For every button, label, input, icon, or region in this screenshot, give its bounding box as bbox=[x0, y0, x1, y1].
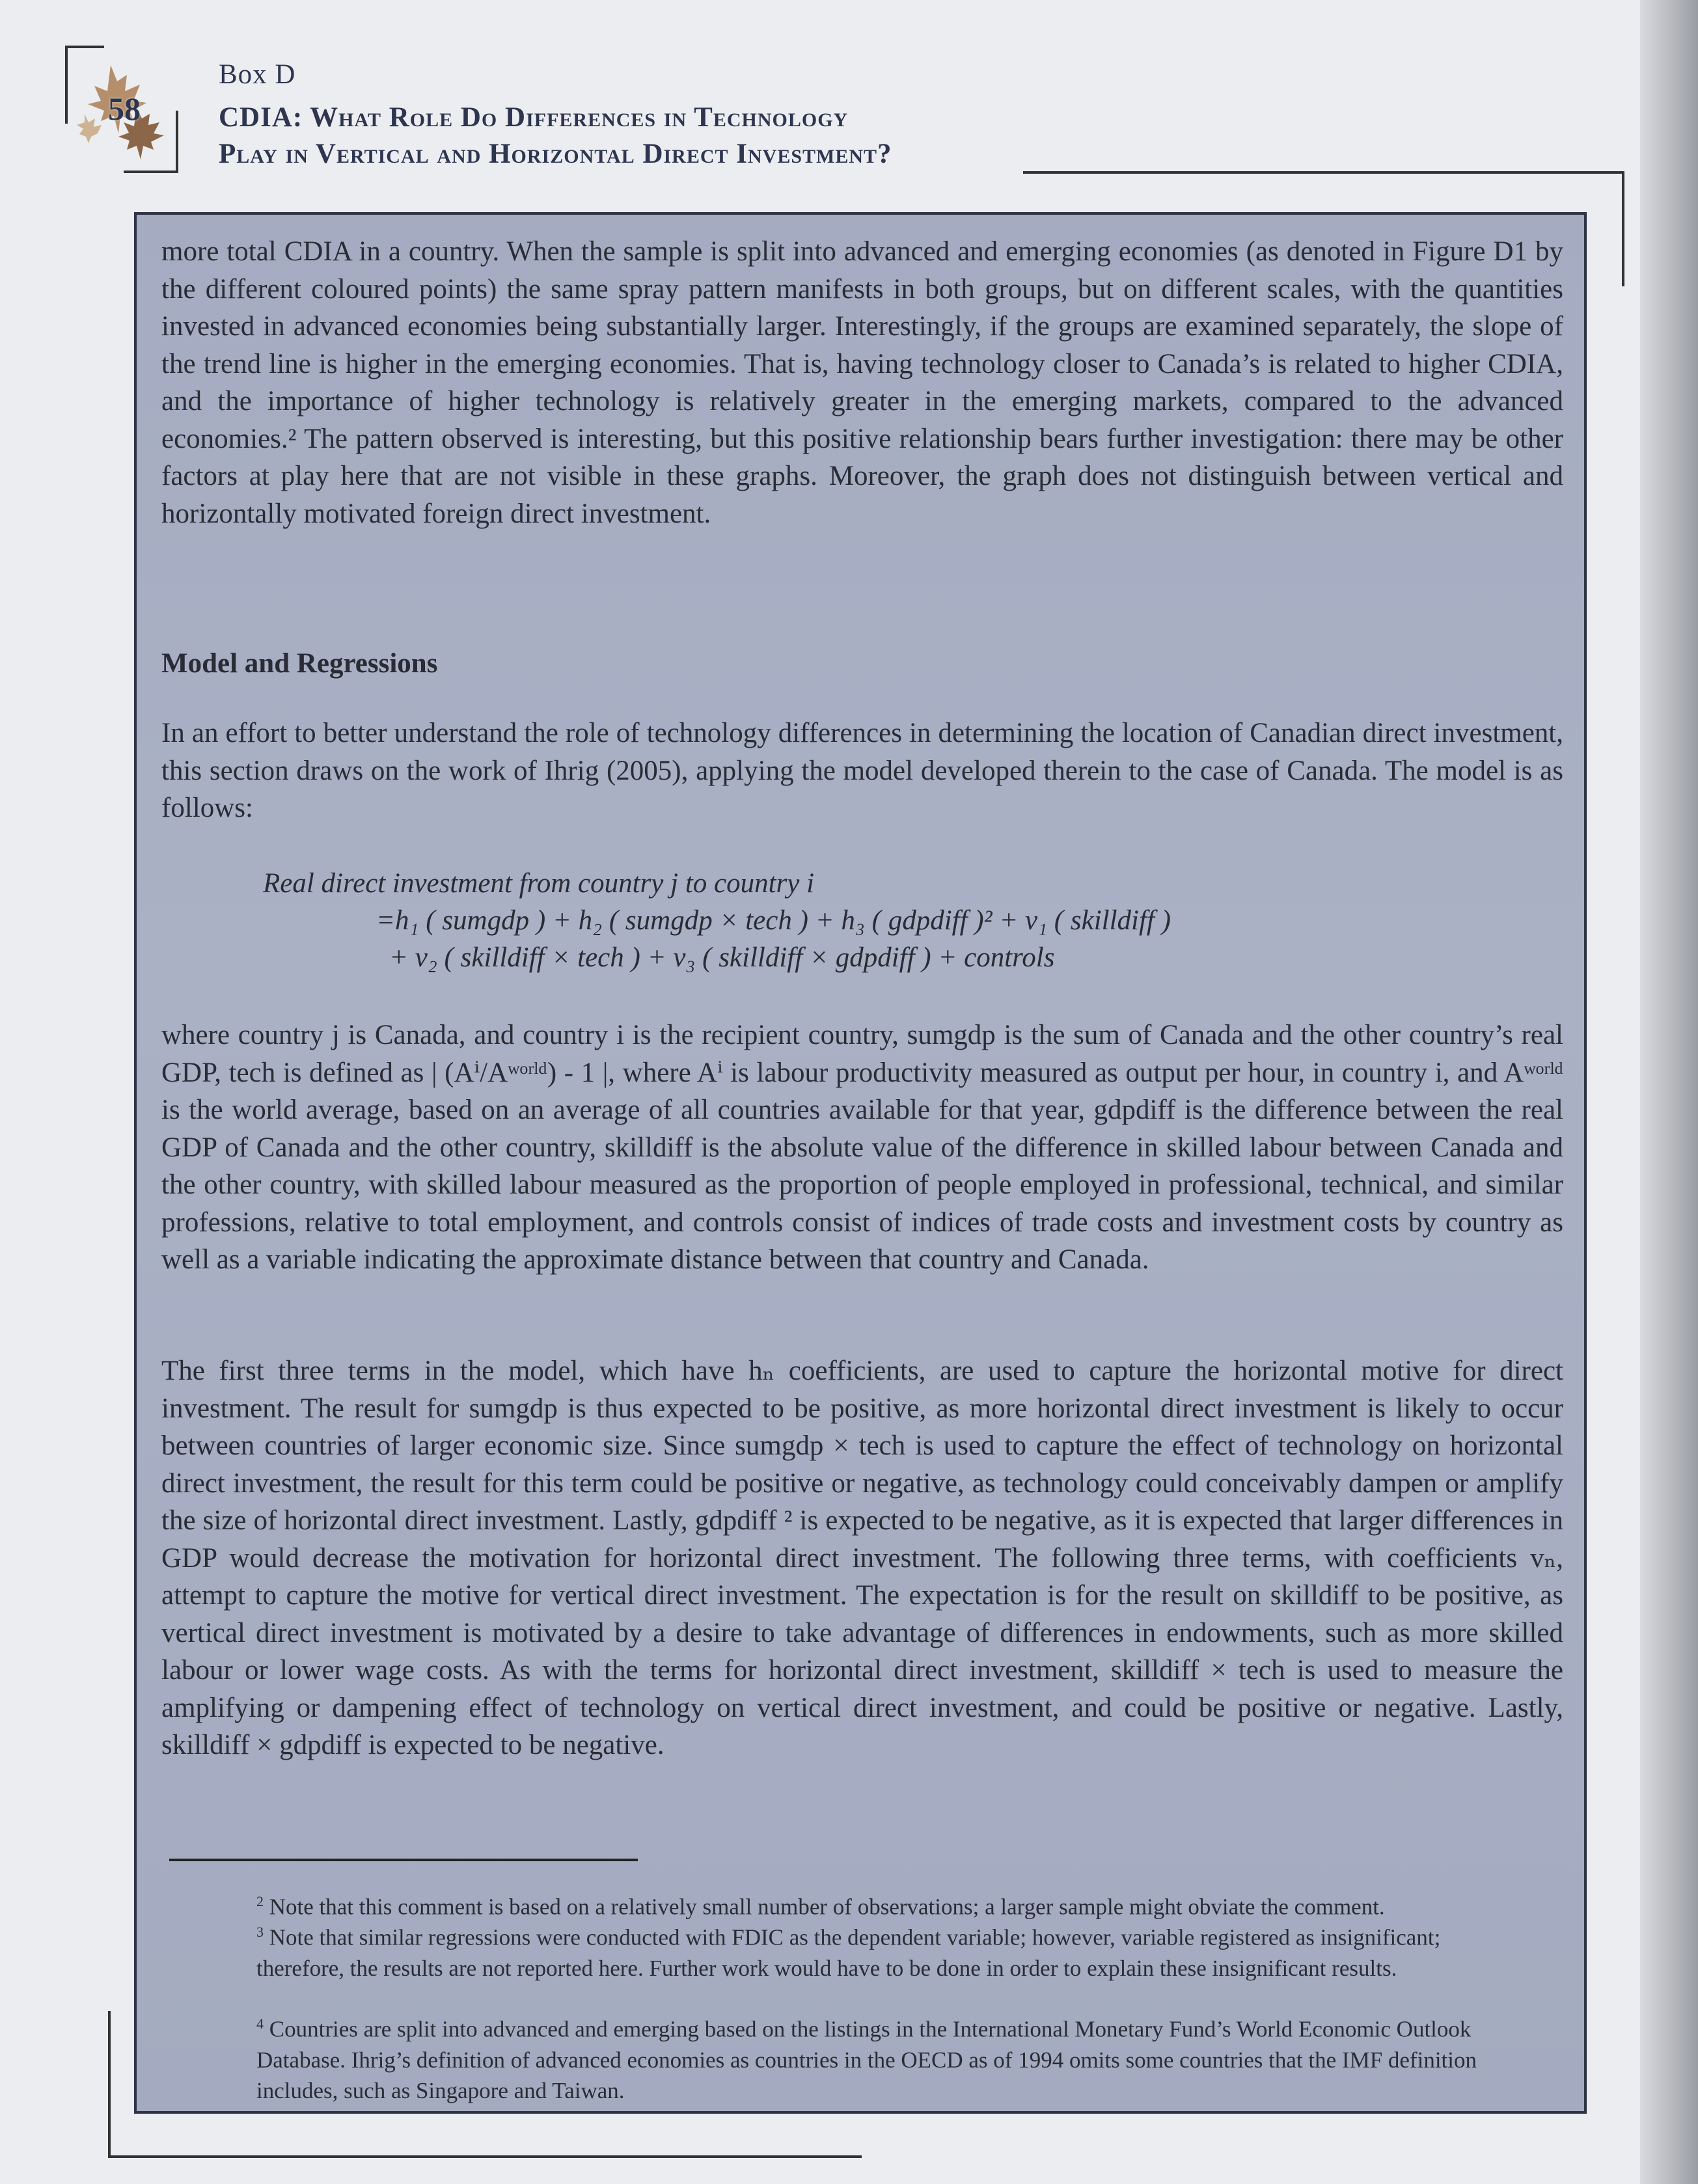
footnote-2-text: Note that this comment is based on a relatively small number of observations; a larger sample might obviate the comment. bbox=[269, 1894, 1385, 1920]
box-title-line1: CDIA: What Role Do Differences in Technology bbox=[219, 102, 849, 133]
footnote-3-text: Note that similar regressions were conducted with FDIC as the dependent variable; however, variable registered as insignificant; therefore, the results are not reported here. Further work would have to be done in order to explain these insignificant results. bbox=[256, 1924, 1441, 1981]
section-heading: Model and Regressions bbox=[161, 648, 438, 679]
paragraph-definitions: where country j is Canada, and country i is the recipient country, sumgdp is the sum of Canada and the other country’s real GDP, tech is defined as | (Aⁱ/Aʷᵒʳˡᵈ) - 1 |, where Aⁱ is labour productivity measured as output per hour, in country i, and Aʷᵒʳˡᵈ is the world average, based on an average of all countries available for that year, gdpdiff is the difference between the real GDP of Canada and the other country, skilldiff is the absolute value of the difference in skilled labour between Canada and the other country, with skilled labour measured as the proportion of people employed in professional, technical, and similar professions, relative to total employment, and controls consist of indices of trade costs and investment costs by country as well as a variable indicating the approximate distance between that country and Canada. bbox=[161, 1020, 1563, 1275]
header-rule bbox=[1023, 171, 1624, 174]
page-edge-shadow bbox=[1640, 0, 1698, 2184]
paragraph-terms: The first three terms in the model, which have hₙ coefficients, are used to capture the horizontal motive for direct investment. The result for sumgdp is thus expected to be positive, as more horizontal direct investment is likely to occur between countries of larger economic size. Since sumgdp × tech is used to capture the effect of technology on horizontal direct investment, the result for this term could be positive or negative, as technology could conceivably dampen or amplify the size of horizontal direct investment. Lastly, gdpdiff ² is expected to be negative, as it is expected that larger differences in GDP would decrease the motivation for horizontal direct investment. The following three terms, with coefficients vₙ, attempt to capture the motive for vertical direct investment. The expectation is for the result on skilldiff to be positive, as vertical direct investment is motivated by a desire to take advantage of differences in endowments, such as more skilled labour or lower wage costs. As with the terms for horizontal direct investment, skilldiff × tech is used to measure the amplifying or dampening effect of technology on vertical direct investment, and could be positive or negative. Lastly, skilldiff × gdpdiff is expected to be negative. bbox=[161, 1356, 1563, 1760]
paragraph-model-intro: In an effort to better understand the role of technology differences in determining the location of Canadian direct investment, this section draws on the work of Ihrig (2005), applying the model developed therein to the case of Canada. The model is as follows: bbox=[161, 718, 1563, 823]
footnote-4-number: 4 bbox=[256, 2015, 264, 2032]
footer-rule-vertical bbox=[108, 2011, 111, 2158]
box-title-line2: Play in Vertical and Horizontal Direct Investment? bbox=[219, 139, 892, 169]
equation-line2: =h₁ ( sumgdp ) + h₂ ( sumgdp × tech ) + h₃ ( gdpdiff )² + v₁ ( skilldiff ) bbox=[376, 905, 1171, 936]
footnote-2-number: 2 bbox=[256, 1893, 264, 1909]
footnote-3-number: 3 bbox=[256, 1924, 264, 1940]
footnote-4 bbox=[256, 2008, 1532, 2106]
page-number: 58 bbox=[108, 90, 141, 127]
header-frame-bottom bbox=[124, 171, 178, 173]
box-label: Box D bbox=[219, 59, 296, 90]
equation-line3: + v₂ ( skilldiff × tech ) + v₃ ( skilldiff × gdpdiff ) + controls bbox=[389, 942, 1055, 973]
header-rule-vertical bbox=[1622, 171, 1624, 286]
equation-line1: Real direct investment from country j to country i bbox=[263, 868, 815, 899]
footer-rule bbox=[108, 2155, 862, 2158]
box-title bbox=[219, 100, 892, 172]
footnote-3 bbox=[256, 1917, 1532, 1984]
footnote-rule bbox=[169, 1859, 638, 1861]
paragraph-intro: more total CDIA in a country. When the sample is split into advanced and emerging economies (as denoted in Figure D1 by the different coloured points) the same spray pattern manifests in both groups, but on different scales, with the quantities invested in advanced economies being substantially larger. Interestingly, if the groups are examined separately, the slope of the trend line is higher in the emerging economies. That is, having technology closer to Canada’s is related to higher CDIA, and the importance of higher technology is relatively greater in the emerging markets, compared to the advanced economies.² The pattern observed is interesting, but this positive relationship bears further investigation: there may be other factors at play here that are not visible in these graphs. Moreover, the graph does not distinguish between vertical and horizontally motivated foreign direct investment. bbox=[161, 236, 1563, 529]
footnote-4-text: Countries are split into advanced and emerging based on the listings in the International Monetary Fund’s World Economic Outlook Database. Ihrig’s definition of advanced economies as countries in the OECD as of 1994 omits some countries that the IMF definition includes, such as Singapore and Taiwan. bbox=[256, 2016, 1477, 2103]
